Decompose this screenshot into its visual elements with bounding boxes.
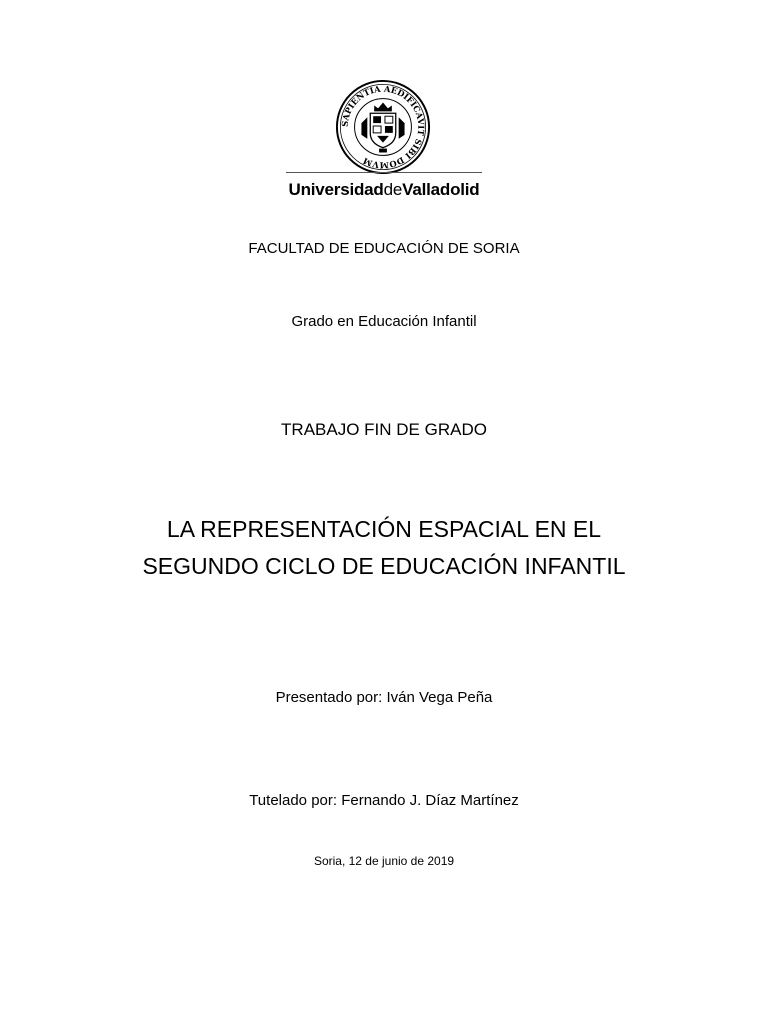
work-type: TRABAJO FIN DE GRADO [281, 420, 487, 439]
tutor-line: Tutelado por: Fernando J. Díaz Martínez [249, 792, 519, 809]
university-wordmark [0, 180, 768, 200]
faculty-name: FACULTAD DE EDUCACIÓN DE SORIA [248, 240, 520, 257]
wordmark-valladolid: Valladolid [402, 180, 480, 199]
date-line: Soria, 12 de junio de 2019 [313, 854, 455, 868]
university-seal-icon [334, 78, 432, 176]
author-line: Presentado por: Iván Vega Peña [275, 689, 493, 706]
thesis-title-line-2: SEGUNDO CICLO DE EDUCACIÓN INFANTIL [142, 553, 626, 579]
logo-divider [286, 172, 482, 173]
seal-motto: SAPIENTIA AEDIFICAVIT SIBI DOMVM [339, 83, 427, 171]
thesis-title-line-1: LA REPRESENTACIÓN ESPACIAL EN EL [166, 516, 602, 542]
wordmark-de: de [383, 180, 403, 199]
wordmark-universidad: Universidad [288, 180, 384, 199]
degree-name: Grado en Educación Infantil [291, 313, 477, 330]
